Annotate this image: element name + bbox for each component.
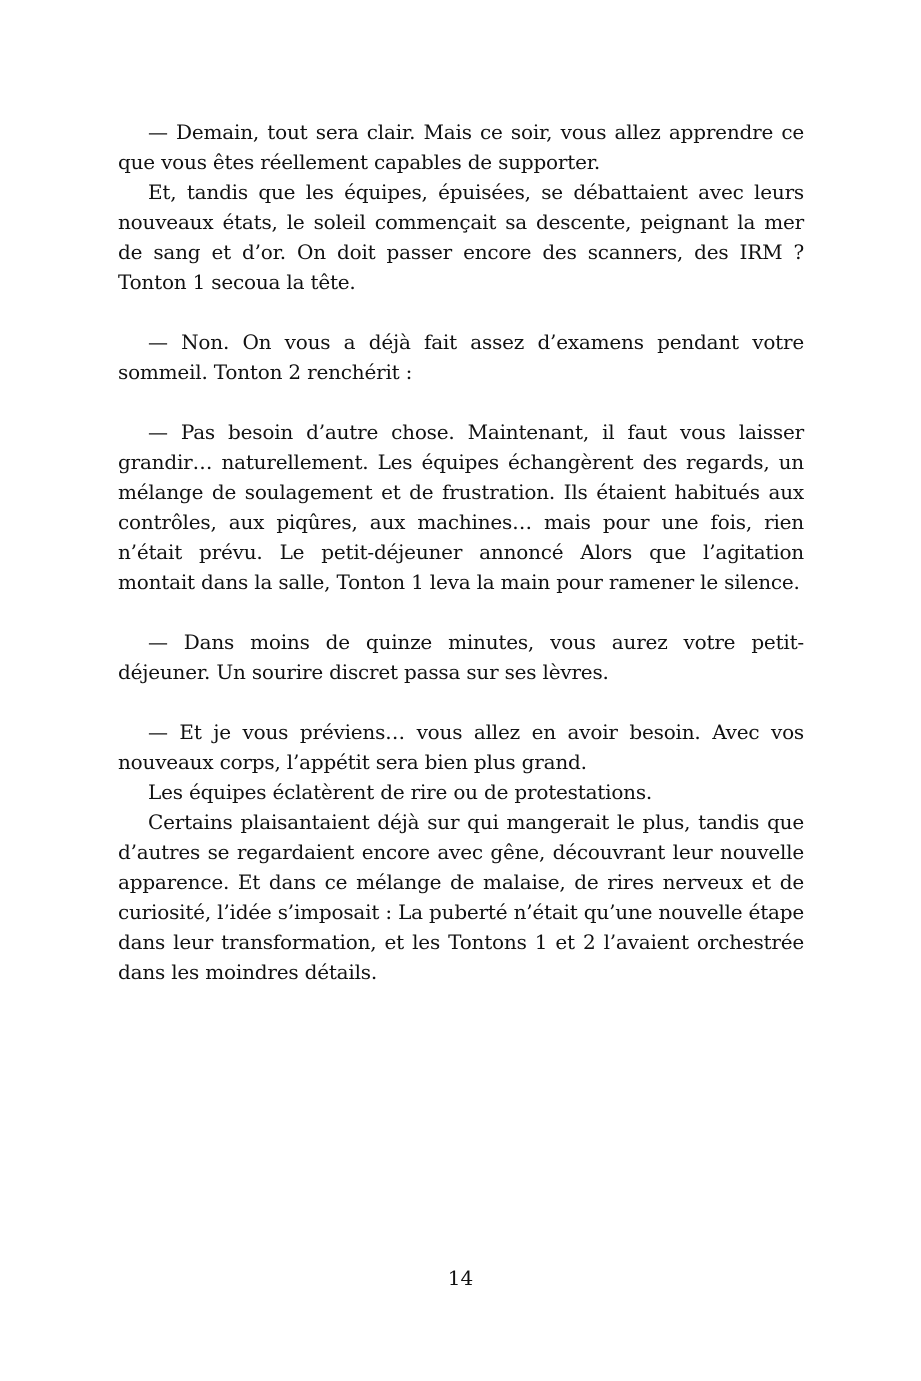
paragraph-2: Et, tandis que les équipes, épuisées, se débattaient avec leurs nouveaux états, le soleil commençait sa descente, peignant la mer de sang et d’or. On doit passer encore des scanners, des IRM ? Tonton 1 secoua la tête. <box>118 180 804 294</box>
paragraph-4: — Pas besoin d’autre chose. Maintenant, il faut vous laisser grandir… naturellement. Les équipes échangèrent des regards, un mélange de soulagement et de frustration. Ils étaient habitués aux contrôles, aux piqûres, aux machines… mais pour une fois, rien n’était prévu. Le petit-déjeuner annoncé Alors que l’agitation montait dans la salle, Tonton 1 leva la main pour ramener le silence. <box>118 420 804 594</box>
page-number: 14 <box>447 1266 474 1290</box>
paragraph-3: — Non. On vous a déjà fait assez d’examens pendant votre sommeil. Tonton 2 renchérit : <box>118 330 804 384</box>
body-text <box>118 117 804 987</box>
paragraph-7: Les équipes éclatèrent de rire ou de protestations. <box>148 780 653 804</box>
paragraph-1: — Demain, tout sera clair. Mais ce soir, vous allez apprendre ce que vous êtes réellement capables de supporter. <box>118 120 804 174</box>
paragraph-6: — Et je vous préviens… vous allez en avoir besoin. Avec vos nouveaux corps, l’appétit sera bien plus grand. <box>118 720 804 774</box>
paragraph-5: — Dans moins de quinze minutes, vous aurez votre petit-déjeuner. Un sourire discret passa sur ses lèvres. <box>118 630 804 684</box>
paragraph-8: Certains plaisantaient déjà sur qui mangerait le plus, tandis que d’autres se regardaient encore avec gêne, découvrant leur nouvelle apparence. Et dans ce mélange de malaise, de rires nerveux et de curiosité, l’idée s’imposait : La puberté n’était qu’une nouvelle étape dans leur transformation, et les Tontons 1 et 2 l’avaient orchestrée dans les moindres détails. <box>118 810 804 984</box>
